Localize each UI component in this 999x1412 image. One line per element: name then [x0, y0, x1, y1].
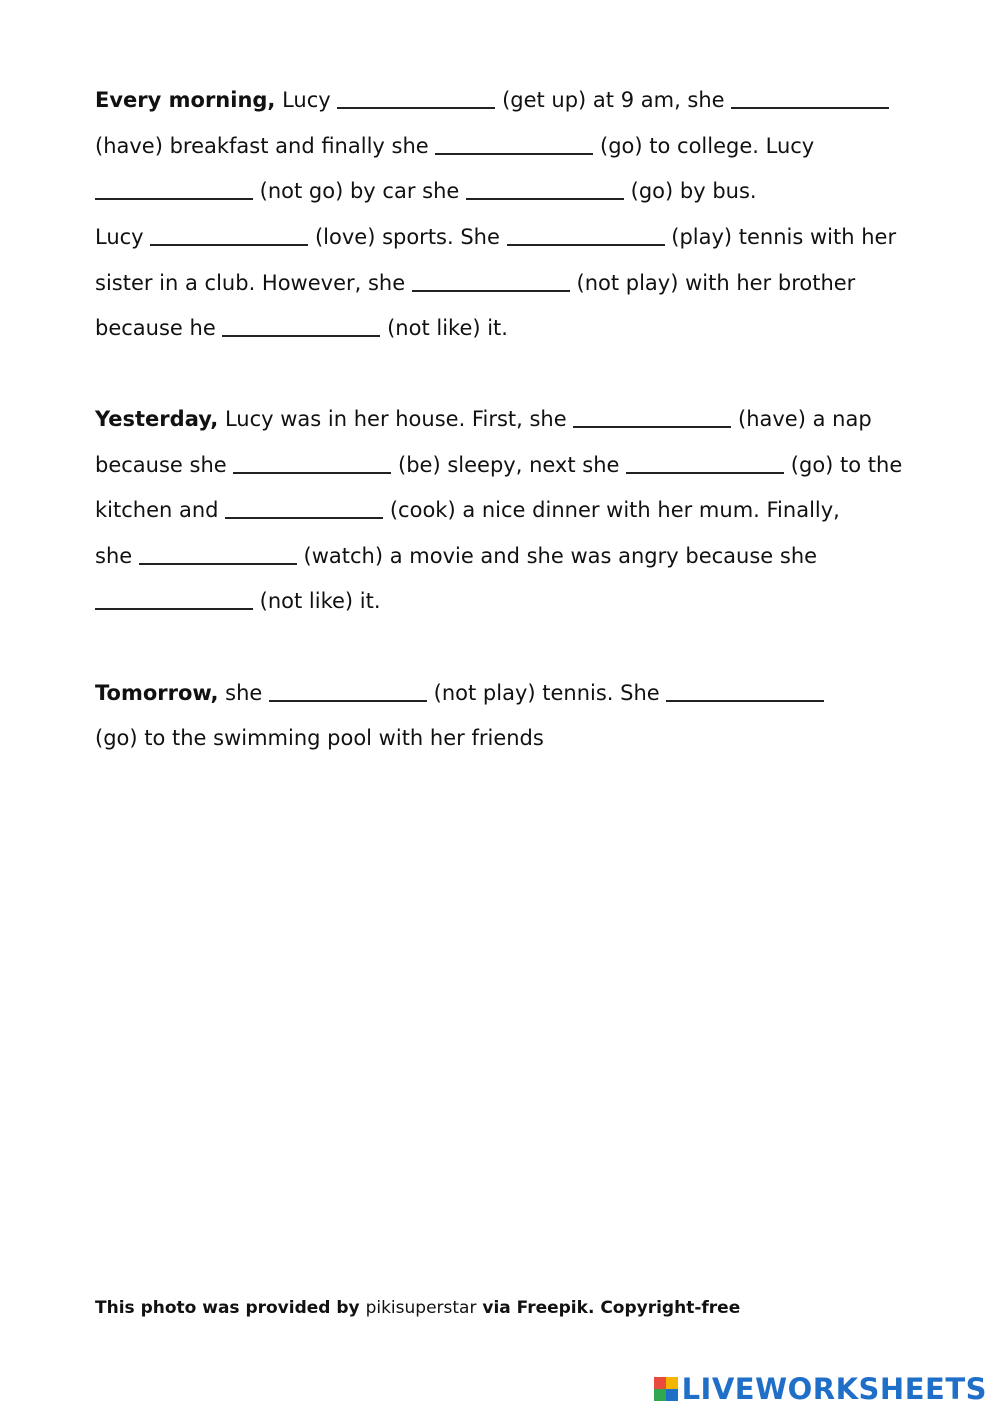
text-segment: (love) sports. She: [308, 225, 507, 249]
p1-line-5: [95, 269, 855, 297]
answer-blank[interactable]: [150, 224, 308, 246]
answer-blank[interactable]: [731, 87, 889, 109]
text-segment: Lucy: [275, 88, 338, 112]
answer-blank[interactable]: [233, 452, 391, 474]
p2-lead: Yesterday,: [95, 407, 219, 431]
text-segment: (not like) it.: [380, 316, 508, 340]
p2-line-1: [95, 405, 872, 433]
p3-lead: Tomorrow,: [95, 681, 219, 705]
p2-line-5: [95, 587, 381, 615]
answer-blank[interactable]: [337, 87, 495, 109]
text-segment: (have) breakfast and finally she: [95, 134, 436, 158]
credit-end: via Freepik. Copyright-free: [476, 1298, 741, 1318]
text-segment: (cook) a nice dinner with her mum. Finally,: [383, 498, 840, 522]
answer-blank[interactable]: [573, 406, 731, 428]
p1-line-6: [95, 314, 508, 342]
text-segment: (not play) with her brother: [569, 271, 856, 295]
answer-blank[interactable]: [225, 497, 383, 519]
liveworksheets-logo-icon: [654, 1377, 678, 1401]
text-segment: (not play) tennis. She: [426, 681, 667, 705]
text-segment: she: [95, 544, 139, 568]
text-segment: (not go) by car she: [253, 179, 466, 203]
logo-square: [654, 1389, 666, 1401]
answer-blank[interactable]: [412, 270, 570, 292]
answer-blank[interactable]: [95, 178, 253, 200]
text-segment: (go) to the swimming pool with her friends: [95, 726, 544, 750]
text-segment: (not like) it.: [253, 589, 381, 613]
logo-square: [666, 1377, 678, 1389]
text-segment: (go) to the: [784, 453, 903, 477]
answer-blank[interactable]: [507, 224, 665, 246]
p1-line-1: [95, 86, 889, 114]
brand-name: LIVEWORKSHEETS: [681, 1372, 987, 1406]
p1-lead: Every morning,: [95, 88, 276, 112]
text-segment: she: [218, 681, 269, 705]
p1-line-3: [95, 177, 757, 205]
answer-blank[interactable]: [466, 178, 624, 200]
answer-blank[interactable]: [95, 588, 253, 610]
text-segment: (watch) a movie and she was angry because she: [296, 544, 818, 568]
text-segment: (go) by bus.: [623, 179, 757, 203]
text-segment: (have) a nap: [731, 407, 872, 431]
text-segment: sister in a club. However, she: [95, 271, 412, 295]
p2-line-2: [95, 451, 902, 479]
logo-square: [654, 1377, 666, 1389]
text-segment: (go) to college. Lucy: [593, 134, 815, 158]
p1-line-4: [95, 223, 896, 251]
p2-line-4: [95, 542, 817, 570]
p3-line-2: [95, 724, 544, 752]
text-segment: Lucy: [95, 225, 151, 249]
credit-author: pikisuperstar: [365, 1298, 477, 1318]
photo-credit: [95, 1298, 740, 1318]
p3-line-1: [95, 679, 824, 707]
credit-start: This photo was provided by: [95, 1298, 366, 1318]
text-segment: Lucy was in her house. First, she: [218, 407, 574, 431]
text-segment: because he: [95, 316, 223, 340]
text-segment: kitchen and: [95, 498, 226, 522]
logo-square: [666, 1389, 678, 1401]
answer-blank[interactable]: [435, 133, 593, 155]
liveworksheets-brand: [654, 1372, 987, 1406]
text-segment: (be) sleepy, next she: [391, 453, 627, 477]
text-segment: (get up) at 9 am, she: [495, 88, 732, 112]
text-segment: because she: [95, 453, 234, 477]
text-segment: (play) tennis with her: [664, 225, 897, 249]
answer-blank[interactable]: [139, 543, 297, 565]
answer-blank[interactable]: [222, 315, 380, 337]
answer-blank[interactable]: [269, 680, 427, 702]
answer-blank[interactable]: [666, 680, 824, 702]
p2-line-3: [95, 496, 840, 524]
answer-blank[interactable]: [626, 452, 784, 474]
p1-line-2: [95, 132, 814, 160]
